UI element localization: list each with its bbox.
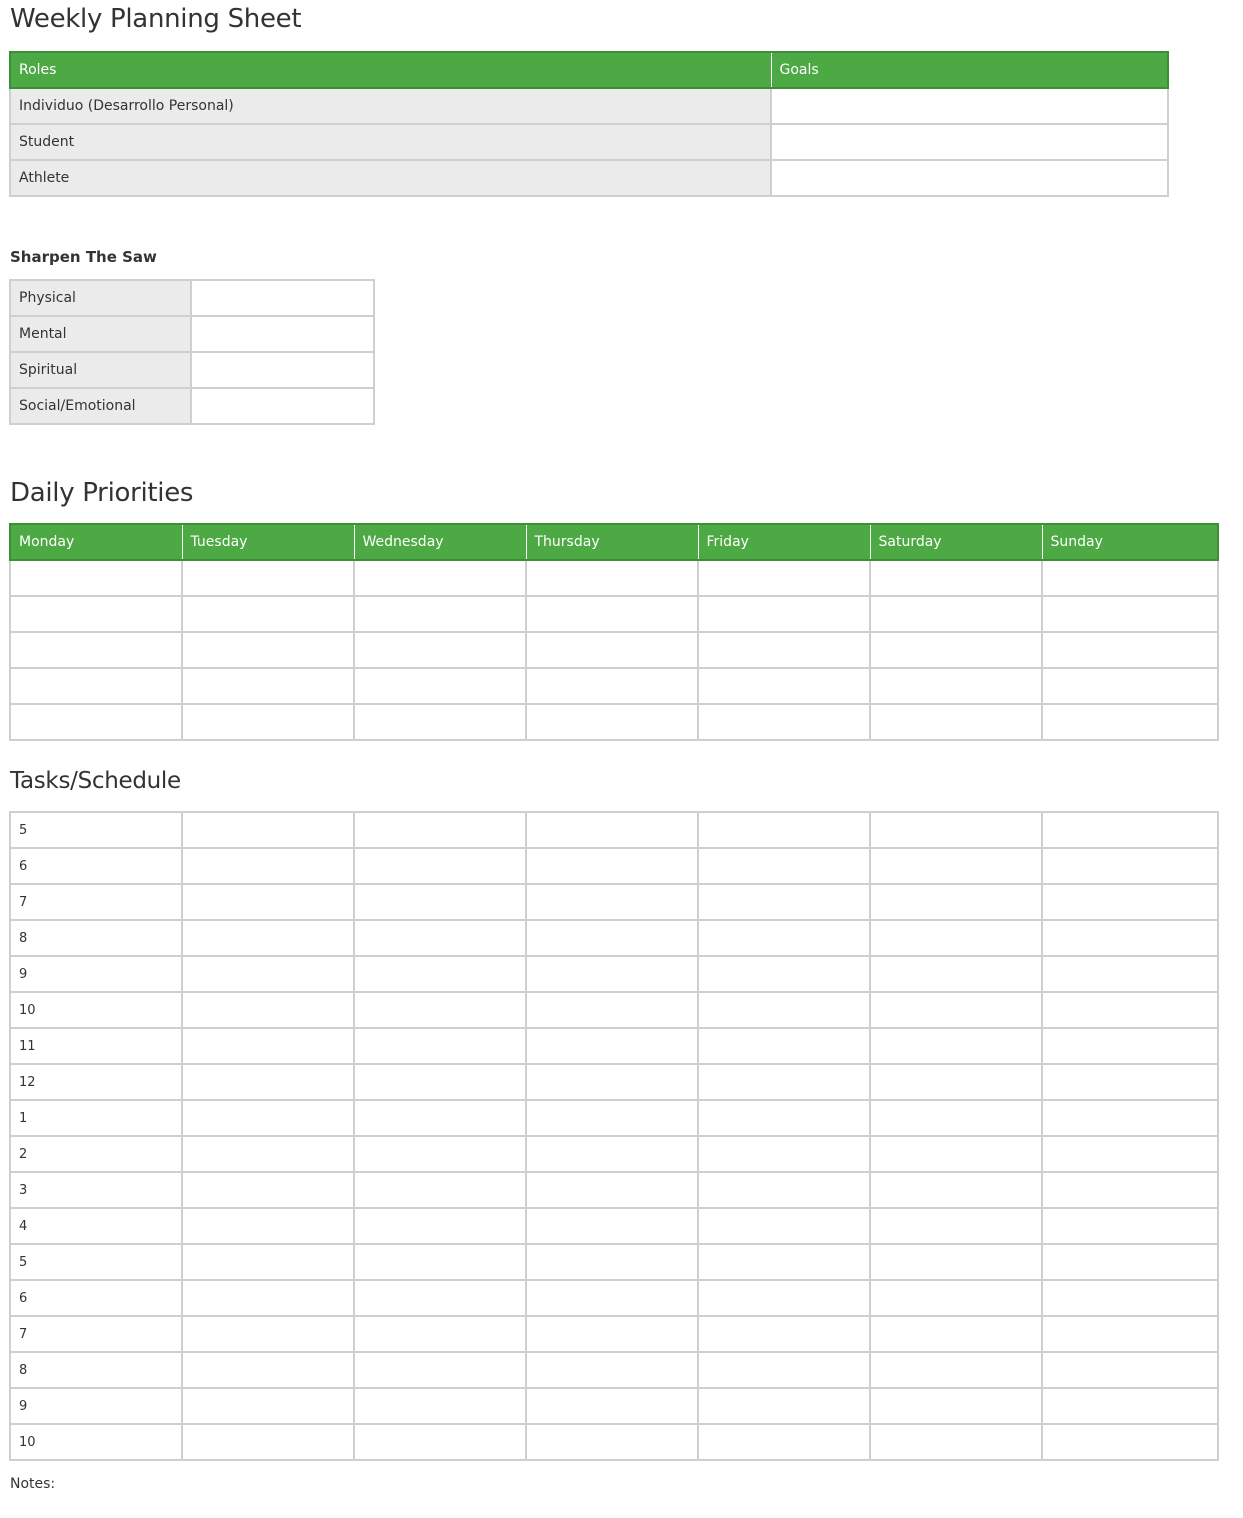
schedule-cell-wednesday[interactable] bbox=[354, 1136, 526, 1172]
schedule-cell-sunday[interactable] bbox=[1042, 956, 1218, 992]
schedule-cell-thursday[interactable] bbox=[526, 1028, 698, 1064]
hour-cell[interactable]: 6 bbox=[10, 1280, 182, 1316]
table-row bbox=[10, 848, 1218, 884]
sharpen-label: Physical bbox=[10, 280, 191, 316]
priority-cell-friday[interactable] bbox=[698, 596, 870, 632]
table-row bbox=[10, 124, 1168, 160]
schedule-cell-tuesday[interactable] bbox=[182, 992, 354, 1028]
schedule-cell-sunday[interactable] bbox=[1042, 1244, 1218, 1280]
schedule-cell-thursday[interactable] bbox=[526, 1136, 698, 1172]
hour-cell[interactable]: 5 bbox=[10, 1244, 182, 1280]
daily-priorities-body bbox=[10, 560, 1218, 740]
priority-cell-sunday[interactable] bbox=[1042, 632, 1218, 668]
priority-cell-tuesday[interactable] bbox=[182, 668, 354, 704]
goals-header: Goals bbox=[771, 52, 1168, 88]
table-row bbox=[10, 812, 1218, 848]
hour-cell[interactable]: 6 bbox=[10, 848, 182, 884]
priority-cell-friday[interactable] bbox=[698, 560, 870, 596]
hour-cell[interactable]: 7 bbox=[10, 1316, 182, 1352]
schedule-cell-tuesday[interactable] bbox=[182, 812, 354, 848]
priority-cell-saturday[interactable] bbox=[870, 560, 1042, 596]
schedule-cell-wednesday[interactable] bbox=[354, 884, 526, 920]
schedule-cell-sunday[interactable] bbox=[1042, 1172, 1218, 1208]
priority-cell-sunday[interactable] bbox=[1042, 560, 1218, 596]
table-row bbox=[10, 1172, 1218, 1208]
schedule-cell-friday[interactable] bbox=[698, 1028, 870, 1064]
schedule-cell-wednesday[interactable] bbox=[354, 1244, 526, 1280]
table-row bbox=[10, 352, 374, 388]
schedule-cell-wednesday[interactable] bbox=[354, 1316, 526, 1352]
priority-cell-monday[interactable] bbox=[10, 632, 182, 668]
table-row bbox=[10, 956, 1218, 992]
schedule-cell-sunday[interactable] bbox=[1042, 1028, 1218, 1064]
priority-cell-thursday[interactable] bbox=[526, 560, 698, 596]
hour-cell[interactable]: 3 bbox=[10, 1172, 182, 1208]
schedule-cell-thursday[interactable] bbox=[526, 1424, 698, 1460]
goal-cell[interactable] bbox=[771, 88, 1168, 124]
schedule-cell-tuesday[interactable] bbox=[182, 1244, 354, 1280]
schedule-cell-tuesday[interactable] bbox=[182, 1172, 354, 1208]
hour-cell[interactable]: 10 bbox=[10, 1424, 182, 1460]
day-header-tuesday: Tuesday bbox=[182, 524, 354, 560]
priority-cell-sunday[interactable] bbox=[1042, 596, 1218, 632]
hour-cell[interactable]: 8 bbox=[10, 1352, 182, 1388]
priority-cell-tuesday[interactable] bbox=[182, 596, 354, 632]
schedule-cell-friday[interactable] bbox=[698, 992, 870, 1028]
schedule-cell-thursday[interactable] bbox=[526, 812, 698, 848]
schedule-cell-saturday[interactable] bbox=[870, 1064, 1042, 1100]
priority-cell-friday[interactable] bbox=[698, 632, 870, 668]
schedule-cell-thursday[interactable] bbox=[526, 1064, 698, 1100]
schedule-cell-friday[interactable] bbox=[698, 920, 870, 956]
schedule-cell-saturday[interactable] bbox=[870, 920, 1042, 956]
hour-cell[interactable]: 11 bbox=[10, 1028, 182, 1064]
schedule-cell-friday[interactable] bbox=[698, 1280, 870, 1316]
schedule-cell-sunday[interactable] bbox=[1042, 1100, 1218, 1136]
schedule-cell-friday[interactable] bbox=[698, 1424, 870, 1460]
schedule-cell-friday[interactable] bbox=[698, 1208, 870, 1244]
schedule-cell-wednesday[interactable] bbox=[354, 1064, 526, 1100]
schedule-cell-wednesday[interactable] bbox=[354, 1352, 526, 1388]
schedule-cell-saturday[interactable] bbox=[870, 1172, 1042, 1208]
schedule-cell-tuesday[interactable] bbox=[182, 1424, 354, 1460]
sharpen-value[interactable] bbox=[191, 352, 374, 388]
schedule-cell-tuesday[interactable] bbox=[182, 1100, 354, 1136]
goal-cell[interactable] bbox=[771, 124, 1168, 160]
day-header-wednesday: Wednesday bbox=[354, 524, 526, 560]
schedule-cell-wednesday[interactable] bbox=[354, 920, 526, 956]
priority-cell-thursday[interactable] bbox=[526, 704, 698, 740]
schedule-cell-sunday[interactable] bbox=[1042, 884, 1218, 920]
priority-cell-saturday[interactable] bbox=[870, 668, 1042, 704]
page-title: Weekly Planning Sheet bbox=[10, 4, 302, 34]
schedule-cell-tuesday[interactable] bbox=[182, 1208, 354, 1244]
schedule-cell-thursday[interactable] bbox=[526, 1100, 698, 1136]
table-row bbox=[10, 1316, 1218, 1352]
schedule-cell-friday[interactable] bbox=[698, 1316, 870, 1352]
schedule-cell-saturday[interactable] bbox=[870, 1028, 1042, 1064]
hour-cell[interactable]: 9 bbox=[10, 1388, 182, 1424]
schedule-cell-friday[interactable] bbox=[698, 1100, 870, 1136]
priority-cell-saturday[interactable] bbox=[870, 596, 1042, 632]
schedule-cell-wednesday[interactable] bbox=[354, 956, 526, 992]
table-row bbox=[10, 1352, 1218, 1388]
schedule-cell-wednesday[interactable] bbox=[354, 1208, 526, 1244]
table-row bbox=[10, 316, 374, 352]
table-row bbox=[10, 884, 1218, 920]
priority-cell-friday[interactable] bbox=[698, 668, 870, 704]
day-header-sunday: Sunday bbox=[1042, 524, 1218, 560]
schedule-cell-thursday[interactable] bbox=[526, 1316, 698, 1352]
table-row bbox=[10, 88, 1168, 124]
priority-cell-tuesday[interactable] bbox=[182, 632, 354, 668]
tasks-schedule-table bbox=[9, 811, 1219, 1461]
schedule-cell-thursday[interactable] bbox=[526, 1352, 698, 1388]
schedule-cell-friday[interactable] bbox=[698, 884, 870, 920]
table-row bbox=[10, 560, 1218, 596]
role-cell: Student bbox=[10, 124, 771, 160]
hour-cell[interactable]: 8 bbox=[10, 920, 182, 956]
priority-cell-wednesday[interactable] bbox=[354, 560, 526, 596]
schedule-cell-sunday[interactable] bbox=[1042, 1388, 1218, 1424]
priority-cell-wednesday[interactable] bbox=[354, 668, 526, 704]
schedule-cell-sunday[interactable] bbox=[1042, 1208, 1218, 1244]
schedule-cell-tuesday[interactable] bbox=[182, 1028, 354, 1064]
hour-cell[interactable]: 10 bbox=[10, 992, 182, 1028]
table-row bbox=[10, 1244, 1218, 1280]
table-row bbox=[10, 704, 1218, 740]
table-row bbox=[10, 1136, 1218, 1172]
priority-cell-monday[interactable] bbox=[10, 704, 182, 740]
schedule-cell-tuesday[interactable] bbox=[182, 1388, 354, 1424]
day-header-friday: Friday bbox=[698, 524, 870, 560]
priority-cell-monday[interactable] bbox=[10, 668, 182, 704]
notes-label: Notes: bbox=[10, 1476, 56, 1492]
schedule-cell-wednesday[interactable] bbox=[354, 1388, 526, 1424]
schedule-cell-friday[interactable] bbox=[698, 812, 870, 848]
priority-cell-tuesday[interactable] bbox=[182, 704, 354, 740]
schedule-cell-saturday[interactable] bbox=[870, 956, 1042, 992]
priority-cell-monday[interactable] bbox=[10, 560, 182, 596]
sharpen-value[interactable] bbox=[191, 280, 374, 316]
schedule-cell-tuesday[interactable] bbox=[182, 1280, 354, 1316]
table-row bbox=[10, 1064, 1218, 1100]
sharpen-table bbox=[9, 279, 375, 425]
schedule-cell-sunday[interactable] bbox=[1042, 812, 1218, 848]
schedule-cell-saturday[interactable] bbox=[870, 812, 1042, 848]
schedule-cell-friday[interactable] bbox=[698, 848, 870, 884]
sharpen-value[interactable] bbox=[191, 316, 374, 352]
priority-cell-wednesday[interactable] bbox=[354, 704, 526, 740]
schedule-cell-wednesday[interactable] bbox=[354, 992, 526, 1028]
schedule-cell-sunday[interactable] bbox=[1042, 1064, 1218, 1100]
table-row bbox=[10, 1028, 1218, 1064]
table-row bbox=[10, 1280, 1218, 1316]
schedule-cell-tuesday[interactable] bbox=[182, 1136, 354, 1172]
schedule-cell-thursday[interactable] bbox=[526, 1244, 698, 1280]
sharpen-label: Spiritual bbox=[10, 352, 191, 388]
table-row bbox=[10, 280, 374, 316]
priority-cell-thursday[interactable] bbox=[526, 596, 698, 632]
hour-cell[interactable]: 1 bbox=[10, 1100, 182, 1136]
table-row bbox=[10, 1100, 1218, 1136]
schedule-cell-friday[interactable] bbox=[698, 1064, 870, 1100]
role-cell: Individuo (Desarrollo Personal) bbox=[10, 88, 771, 124]
schedule-cell-thursday[interactable] bbox=[526, 1388, 698, 1424]
table-row bbox=[10, 992, 1218, 1028]
schedule-cell-friday[interactable] bbox=[698, 956, 870, 992]
schedule-cell-saturday[interactable] bbox=[870, 1208, 1042, 1244]
schedule-cell-tuesday[interactable] bbox=[182, 848, 354, 884]
schedule-cell-thursday[interactable] bbox=[526, 956, 698, 992]
table-row bbox=[10, 1208, 1218, 1244]
schedule-cell-friday[interactable] bbox=[698, 1136, 870, 1172]
schedule-cell-thursday[interactable] bbox=[526, 1280, 698, 1316]
schedule-cell-wednesday[interactable] bbox=[354, 1424, 526, 1460]
table-row bbox=[10, 388, 374, 424]
schedule-cell-friday[interactable] bbox=[698, 1172, 870, 1208]
priority-cell-wednesday[interactable] bbox=[354, 632, 526, 668]
schedule-cell-friday[interactable] bbox=[698, 1244, 870, 1280]
schedule-cell-wednesday[interactable] bbox=[354, 1100, 526, 1136]
table-row bbox=[10, 920, 1218, 956]
priority-cell-monday[interactable] bbox=[10, 596, 182, 632]
day-header-saturday: Saturday bbox=[870, 524, 1042, 560]
schedule-cell-wednesday[interactable] bbox=[354, 812, 526, 848]
hour-cell[interactable]: 12 bbox=[10, 1064, 182, 1100]
schedule-cell-sunday[interactable] bbox=[1042, 992, 1218, 1028]
schedule-cell-wednesday[interactable] bbox=[354, 1028, 526, 1064]
table-row bbox=[10, 1388, 1218, 1424]
schedule-cell-sunday[interactable] bbox=[1042, 1352, 1218, 1388]
schedule-cell-friday[interactable] bbox=[698, 1388, 870, 1424]
priority-cell-saturday[interactable] bbox=[870, 632, 1042, 668]
schedule-cell-tuesday[interactable] bbox=[182, 956, 354, 992]
schedule-cell-saturday[interactable] bbox=[870, 1316, 1042, 1352]
schedule-cell-wednesday[interactable] bbox=[354, 1280, 526, 1316]
schedule-cell-thursday[interactable] bbox=[526, 1172, 698, 1208]
table-row bbox=[10, 160, 1168, 196]
schedule-cell-saturday[interactable] bbox=[870, 1280, 1042, 1316]
schedule-cell-saturday[interactable] bbox=[870, 992, 1042, 1028]
tasks-schedule-title: Tasks/Schedule bbox=[10, 768, 181, 794]
priority-cell-friday[interactable] bbox=[698, 704, 870, 740]
schedule-cell-saturday[interactable] bbox=[870, 1352, 1042, 1388]
hour-cell[interactable]: 4 bbox=[10, 1208, 182, 1244]
roles-table bbox=[9, 51, 1169, 197]
schedule-cell-thursday[interactable] bbox=[526, 992, 698, 1028]
table-row bbox=[10, 668, 1218, 704]
schedule-cell-wednesday[interactable] bbox=[354, 1172, 526, 1208]
schedule-cell-saturday[interactable] bbox=[870, 1100, 1042, 1136]
schedule-cell-sunday[interactable] bbox=[1042, 1280, 1218, 1316]
schedule-cell-tuesday[interactable] bbox=[182, 1316, 354, 1352]
schedule-cell-sunday[interactable] bbox=[1042, 848, 1218, 884]
roles-header: Roles bbox=[10, 52, 771, 88]
sharpen-label: Social/Emotional bbox=[10, 388, 191, 424]
schedule-cell-sunday[interactable] bbox=[1042, 1316, 1218, 1352]
role-cell: Athlete bbox=[10, 160, 771, 196]
schedule-cell-tuesday[interactable] bbox=[182, 1064, 354, 1100]
priority-cell-saturday[interactable] bbox=[870, 704, 1042, 740]
sharpen-label: Mental bbox=[10, 316, 191, 352]
priority-cell-sunday[interactable] bbox=[1042, 704, 1218, 740]
sharpen-title: Sharpen The Saw bbox=[10, 248, 157, 266]
schedule-cell-thursday[interactable] bbox=[526, 848, 698, 884]
schedule-cell-saturday[interactable] bbox=[870, 1388, 1042, 1424]
schedule-cell-wednesday[interactable] bbox=[354, 848, 526, 884]
priority-cell-tuesday[interactable] bbox=[182, 560, 354, 596]
daily-priorities-title: Daily Priorities bbox=[10, 478, 194, 508]
priority-cell-sunday[interactable] bbox=[1042, 668, 1218, 704]
schedule-cell-tuesday[interactable] bbox=[182, 1352, 354, 1388]
day-header-monday: Monday bbox=[10, 524, 182, 560]
schedule-cell-saturday[interactable] bbox=[870, 848, 1042, 884]
schedule-cell-sunday[interactable] bbox=[1042, 1136, 1218, 1172]
schedule-cell-saturday[interactable] bbox=[870, 1424, 1042, 1460]
hour-cell[interactable]: 5 bbox=[10, 812, 182, 848]
day-header-thursday: Thursday bbox=[526, 524, 698, 560]
schedule-cell-saturday[interactable] bbox=[870, 884, 1042, 920]
roles-header-row bbox=[10, 52, 1168, 88]
days-header-row bbox=[10, 524, 1218, 560]
daily-priorities-table bbox=[9, 523, 1219, 741]
schedule-cell-saturday[interactable] bbox=[870, 1244, 1042, 1280]
priority-cell-wednesday[interactable] bbox=[354, 596, 526, 632]
hour-cell[interactable]: 7 bbox=[10, 884, 182, 920]
priority-cell-thursday[interactable] bbox=[526, 632, 698, 668]
schedule-cell-friday[interactable] bbox=[698, 1352, 870, 1388]
schedule-cell-saturday[interactable] bbox=[870, 1136, 1042, 1172]
hour-cell[interactable]: 2 bbox=[10, 1136, 182, 1172]
schedule-cell-thursday[interactable] bbox=[526, 1208, 698, 1244]
schedule-cell-tuesday[interactable] bbox=[182, 884, 354, 920]
table-row bbox=[10, 632, 1218, 668]
schedule-cell-thursday[interactable] bbox=[526, 920, 698, 956]
priority-cell-thursday[interactable] bbox=[526, 668, 698, 704]
schedule-cell-sunday[interactable] bbox=[1042, 1424, 1218, 1460]
schedule-cell-thursday[interactable] bbox=[526, 884, 698, 920]
tasks-schedule-body bbox=[10, 812, 1218, 1460]
goal-cell[interactable] bbox=[771, 160, 1168, 196]
sharpen-value[interactable] bbox=[191, 388, 374, 424]
table-row bbox=[10, 596, 1218, 632]
table-row bbox=[10, 1424, 1218, 1460]
schedule-cell-sunday[interactable] bbox=[1042, 920, 1218, 956]
schedule-cell-tuesday[interactable] bbox=[182, 920, 354, 956]
hour-cell[interactable]: 9 bbox=[10, 956, 182, 992]
